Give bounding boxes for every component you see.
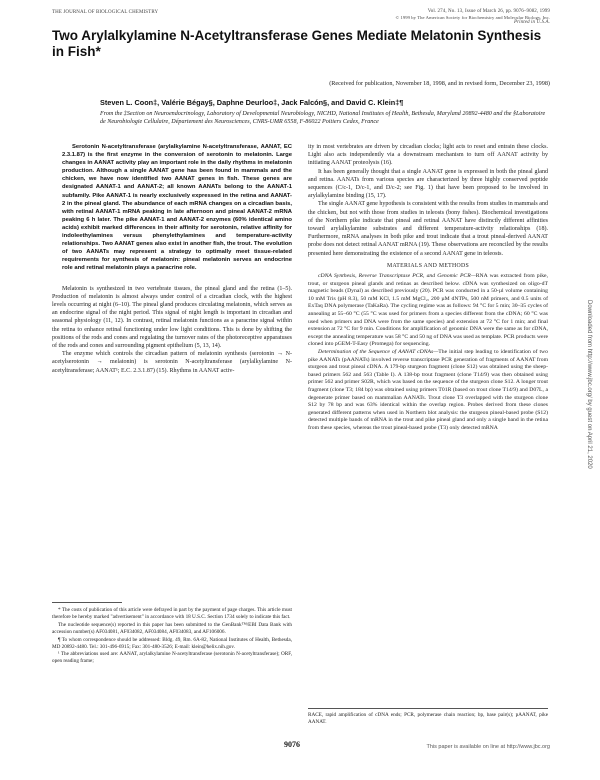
- body-paragraph-3: The single AANAT gene hypothesis is consistent with the results from studies in mammals and the chicken, but not with those from studies in teleosts (bony fishes). Biochemical investigations of the Northern pike indicate that pineal and retinal AANAT have distinctly different affinities toward arylalkylamine substrates and different temperature-activity relationships (18). Furthermore, mRNA analyses in both pike and trout indicate that a trout pineal-derived AANAT probe does not detect retinal AANAT mRNA (19). These observations are reconciled by the results presented here demonstrating the existence of a second AANAT gene in teleosts.: [308, 201, 548, 257]
- methods-text-2: The initial step leading to identification of two pike AANATs (pAANATs) involved reverse transcriptase PCR generation of fragments of AANAT from sturgeon and trout pineal cDNA. A 179-bp sturgeon fragment (clone S12) was obtained using the sheep-based primers 562 and 563 (Table I). A 138-bp trout fragment (clone T14/9) was then obtained using primer 562 and primer S02R, which was based on the sequence of the sturgeon clone S12. A longer trout fragment (clone T3; 184 bp) was obtained using primers T01R (based on trout clone T14/9) and D07L, a degenerate primer based on mammalian AANATs. Trout clone T3 overlapped with the sturgeon clone S12 by 78 bp and was 63% identical within the overlap region. Probes derived from these clones generated different patterns when used in Northern blot analysis: the sturgeon pineal-based probe (S12) detected multiple bands of mRNA in the trout and pike pineal gland and only a single band in the retina from these species, whereas the trout pineal-based probe (T3) only detected mRNA: [308, 348, 548, 431]
- right-column: [308, 143, 548, 433]
- section-heading-methods: MATERIALS AND METHODS: [387, 262, 469, 269]
- copyright-line: © 1999 by The American Society for Biochemistry and Molecular Biology, Inc.: [395, 15, 550, 20]
- methods-text-1: RNA was extracted from pike, trout, or sturgeon pineal glands and retinas as described below. cDNA was synthesized on oligo-dT magnetic beads (Dynal) as described previously (20). PCR was conducted in a 50-µl volume containing 10 mM Tris (pH 8.3), 50 mM KCl, 1.5 mM MgCl₂, 200 µM dNTPs, 500 nM primers, and 0.5 units of ExTaq DNA polymerase (TaKaRa). The cycling regime was as follows: 94 °C for 5 min; 30–35 cycles of annealing at 55–60 °C (55 °C was used for primers from a species different from the cDNA; 60 °C was used when primers and DNA were from the same species) and extension at 72 °C for 1 min; and final extension at 72 °C for 9 min. Conditions for amplification of genomic DNA were the same as for cDNA, except the annealing temperature was 58 °C and 50 ng of DNA was used as template. PCR products were cloned into pGEM-T-Easy (Promega) for sequencing.: [308, 273, 548, 348]
- article-title: Two Arylalkylamine N-Acetyltransferase Genes Mediate Melatonin Synthesis in Fish*: [52, 28, 542, 59]
- footnote-rule-right: [308, 708, 548, 709]
- journal-name: THE JOURNAL OF BIOLOGICAL CHEMISTRY: [52, 10, 159, 15]
- footnote-costs: * The costs of publication of this article were defrayed in part by the payment of page charges. This article must therefore be hereby marked "advertisement" in accordance with 18 U.S.C. Section 1734 solely to indicate this fact.: [52, 607, 292, 620]
- affiliations: From the ‡Section on Neuroendocrinology, Laboratory of Developmental Neurobiology, NICHD, National Institutes of Health, Bethesda, Maryland 20892-4480 and the §Laboratoire de Neurobiologie Cellulaire, Département des Neurosciences, CNRS-UMR 6558, F-86022 Poitiers Cedex, France: [100, 111, 546, 125]
- footnote-correspondence: ¶ To whom correspondence should be addressed: Bldg. 49, Rm. 6A-82, National Institutes of Health, Bethesda, MD 20892-4480. Tel.: 301-496-6915; Fax: 301-480-3526; E-mail: klein@helix.nih.gov.: [52, 636, 292, 650]
- body-paragraph-2: It has been generally thought that a single AANAT gene is expressed in both the pineal gland and retina. AANATs from various species are characterized by three highly conserved peptide sequences (C/c-1, D/c-1, and D/c-2; see Fig. 1) that have been proposed to be involved in arylalkylamine binding (15, 17).: [308, 168, 548, 200]
- methods-paragraph-1: [308, 273, 548, 349]
- footnote-continuation: RACE, rapid amplification of cDNA ends; PCR, polymerase chain reaction; bp, base pair(s); pAANAT, pike AANAT.: [308, 712, 548, 725]
- page-number: 9076: [284, 740, 300, 749]
- intro-paragraph-2: The enzyme which controls the circadian pattern of melatonin synthesis (serotonin → N-acetylserotonin → melatonin) is serotonin N-acetyltransferase (arylalkylamine N-acetyltransferase; AANAT¹; E.C. 2.3.1.87) (15). Rhythms in AANAT activ-: [52, 351, 292, 374]
- download-sidebar-text[interactable]: Downloaded from http://www.jbc.org/ by guest on April 21, 2020: [586, 300, 592, 469]
- methods-paragraph-2: [308, 349, 548, 433]
- abstract-text: Serotonin N-acetyltransferase (arylalkylamine N-acetyltransferase, AANAT, EC 2.3.1.87) is the first enzyme in the conversion of serotonin to melatonin. Large changes in AANAT activity play an important role in the daily rhythms in melatonin production. Although a single AANAT gene has been found in mammals and the chicken, we have now identified two AANAT genes in fish. These genes are designated AANAT-1 and AANAT-2; all known AANATs belong to the AANAT-1 subfamily. Pike AANAT-1 is nearly exclusively expressed in the retina and AANAT-2 in the pineal gland. The abundance of each mRNA changes on a circadian basis, with retinal AANAT-1 mRNA peaking in late afternoon and pineal AANAT-2 mRNA peaking 6 h later. The pike AANAT-1 and AANAT-2 enzymes (60% identical amino acids) exhibit marked differences in their affinity for serotonin, relative affinity for indoleethylamines versus phenylethylamines and temperature-activity relationships. Two AANAT genes also exist in another fish, the trout. The evolution of two AANATs may represent a strategy to optimally meet tissue-related requirements for synthesis of melatonin: pineal melatonin serves an endocrine role and retinal melatonin plays a paracrine role.: [62, 144, 292, 272]
- footnote-genbank: The nucleotide sequence(s) reported in this paper has been submitted to the GenBank™/EBI Data Bank with accession number(s) AF034081, AF034082, AF034084, AF034083, and AF106006.: [52, 621, 292, 635]
- online-availability: This paper is available on line at http://www.jbc.org: [426, 744, 550, 750]
- intro-paragraph-1: Melatonin is synthesized in two vertebrate tissues, the pineal gland and the retina (1–5). Production of melatonin is almost always under control of a circadian clock, with the highest levels occurring at night (6–10). The pineal gland produces circulating melatonin, which serves as an endocrine signal of the night period. This signal of night length is important in circadian and seasonal physiology (11, 12). In contrast, retinal melatonin functions as a paracrine signal within the retina to enhance retinal functioning under low light conditions. This is done by shifting the positions of the rods and cones and regulating the turnover rates of the photoreceptive apparatuses of the rods and cones and surrounding pigment epithelium (5, 13, 14).: [52, 285, 292, 349]
- download-sidebar: [584, 300, 594, 550]
- footnote-abbreviations: ¹ The abbreviations used are: AANAT, arylalkylamine N-acetyltransferase (serotonin N-acetyltransferase); ORF, open reading frame;: [52, 651, 292, 665]
- received-dates: (Received for publication, November 18, 1998, and in revised form, December 23, 1998): [329, 80, 550, 87]
- methods-runin-2: Determination of the Sequence of AANAT cDNAs—: [318, 348, 439, 355]
- volume-info: Vol. 274, No. 13, Issue of March 26, pp. 9076–9082, 1999: [427, 9, 550, 14]
- footnotes: [52, 607, 292, 666]
- printed-line: Printed in U.S.A.: [513, 20, 550, 25]
- body-paragraph-1: ity in most vertebrates are driven by circadian clocks; light acts to reset and entrain these clocks. Light also acts independently via a downstream mechanism to turn off AANAT activity by initiating AANAT proteolysis (16).: [308, 144, 548, 167]
- author-list: Steven L. Coon‡, Valérie Bégay§, Daphne Deurloo‡, Jack Falcón§, and David C. Klein‡¶: [100, 98, 404, 107]
- abstract: [52, 143, 292, 273]
- methods-runin-1: cDNA Synthesis, Reverse Transcriptase PCR, and Genomic PCR—: [318, 273, 476, 280]
- footnote-rule: [52, 602, 122, 603]
- left-column: [52, 143, 292, 375]
